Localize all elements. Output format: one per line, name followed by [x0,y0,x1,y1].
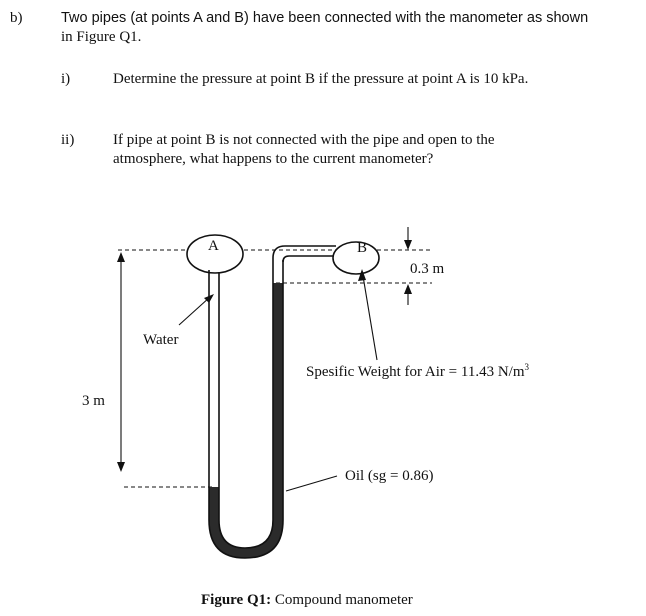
air-specific-weight-label [306,363,529,381]
air-label-text: Spesific Weight for Air = 11.43 N/m [306,364,525,380]
question-intro-line1: Two pipes (at points A and B) have been connected with the manometer as shown [61,10,589,26]
point-b-label: B [357,240,368,256]
dim-3m-arrowhead-bottom [117,462,125,472]
water-label: Water [143,332,179,348]
dim-left-label: 3 m [82,393,105,409]
figure-caption-bold: Figure Q1: [201,592,272,608]
question-intro-line2: in Figure Q1. [61,29,142,45]
oil-column [209,283,283,558]
figure-caption-rest: Compound manometer [271,592,413,608]
item-ii-text-line1: If pipe at point B is not connected with the pipe and open to the [113,132,495,148]
oil-label: Oil (sg = 0.86) [345,468,434,484]
u-tube-outer-wall [209,260,283,558]
item-i-text: Determine the pressure at point B if the pressure at point A is 10 kPa. [113,71,529,87]
dim-03m-arrowhead-bottom [404,284,412,294]
dim-top-label: 0.3 m [410,261,445,277]
dim-3m-arrowhead-top [117,252,125,262]
u-tube-inner-wall [219,258,273,548]
water-leader-line [179,297,210,325]
oil-leader-line [286,476,337,491]
connector-tube-inner [283,256,334,262]
item-i-label: i) [61,71,71,87]
item-ii-label: ii) [61,132,75,148]
part-label: b) [10,10,23,26]
air-leader-line [363,276,377,360]
item-ii-text-line2: atmosphere, what happens to the current manometer? [113,151,434,167]
pipe-b-bulb [333,242,379,274]
point-a-label: A [208,238,219,254]
dim-03m-arrowhead-top [404,240,412,250]
air-label-exponent: 3 [524,362,529,372]
figure-caption [201,591,413,609]
